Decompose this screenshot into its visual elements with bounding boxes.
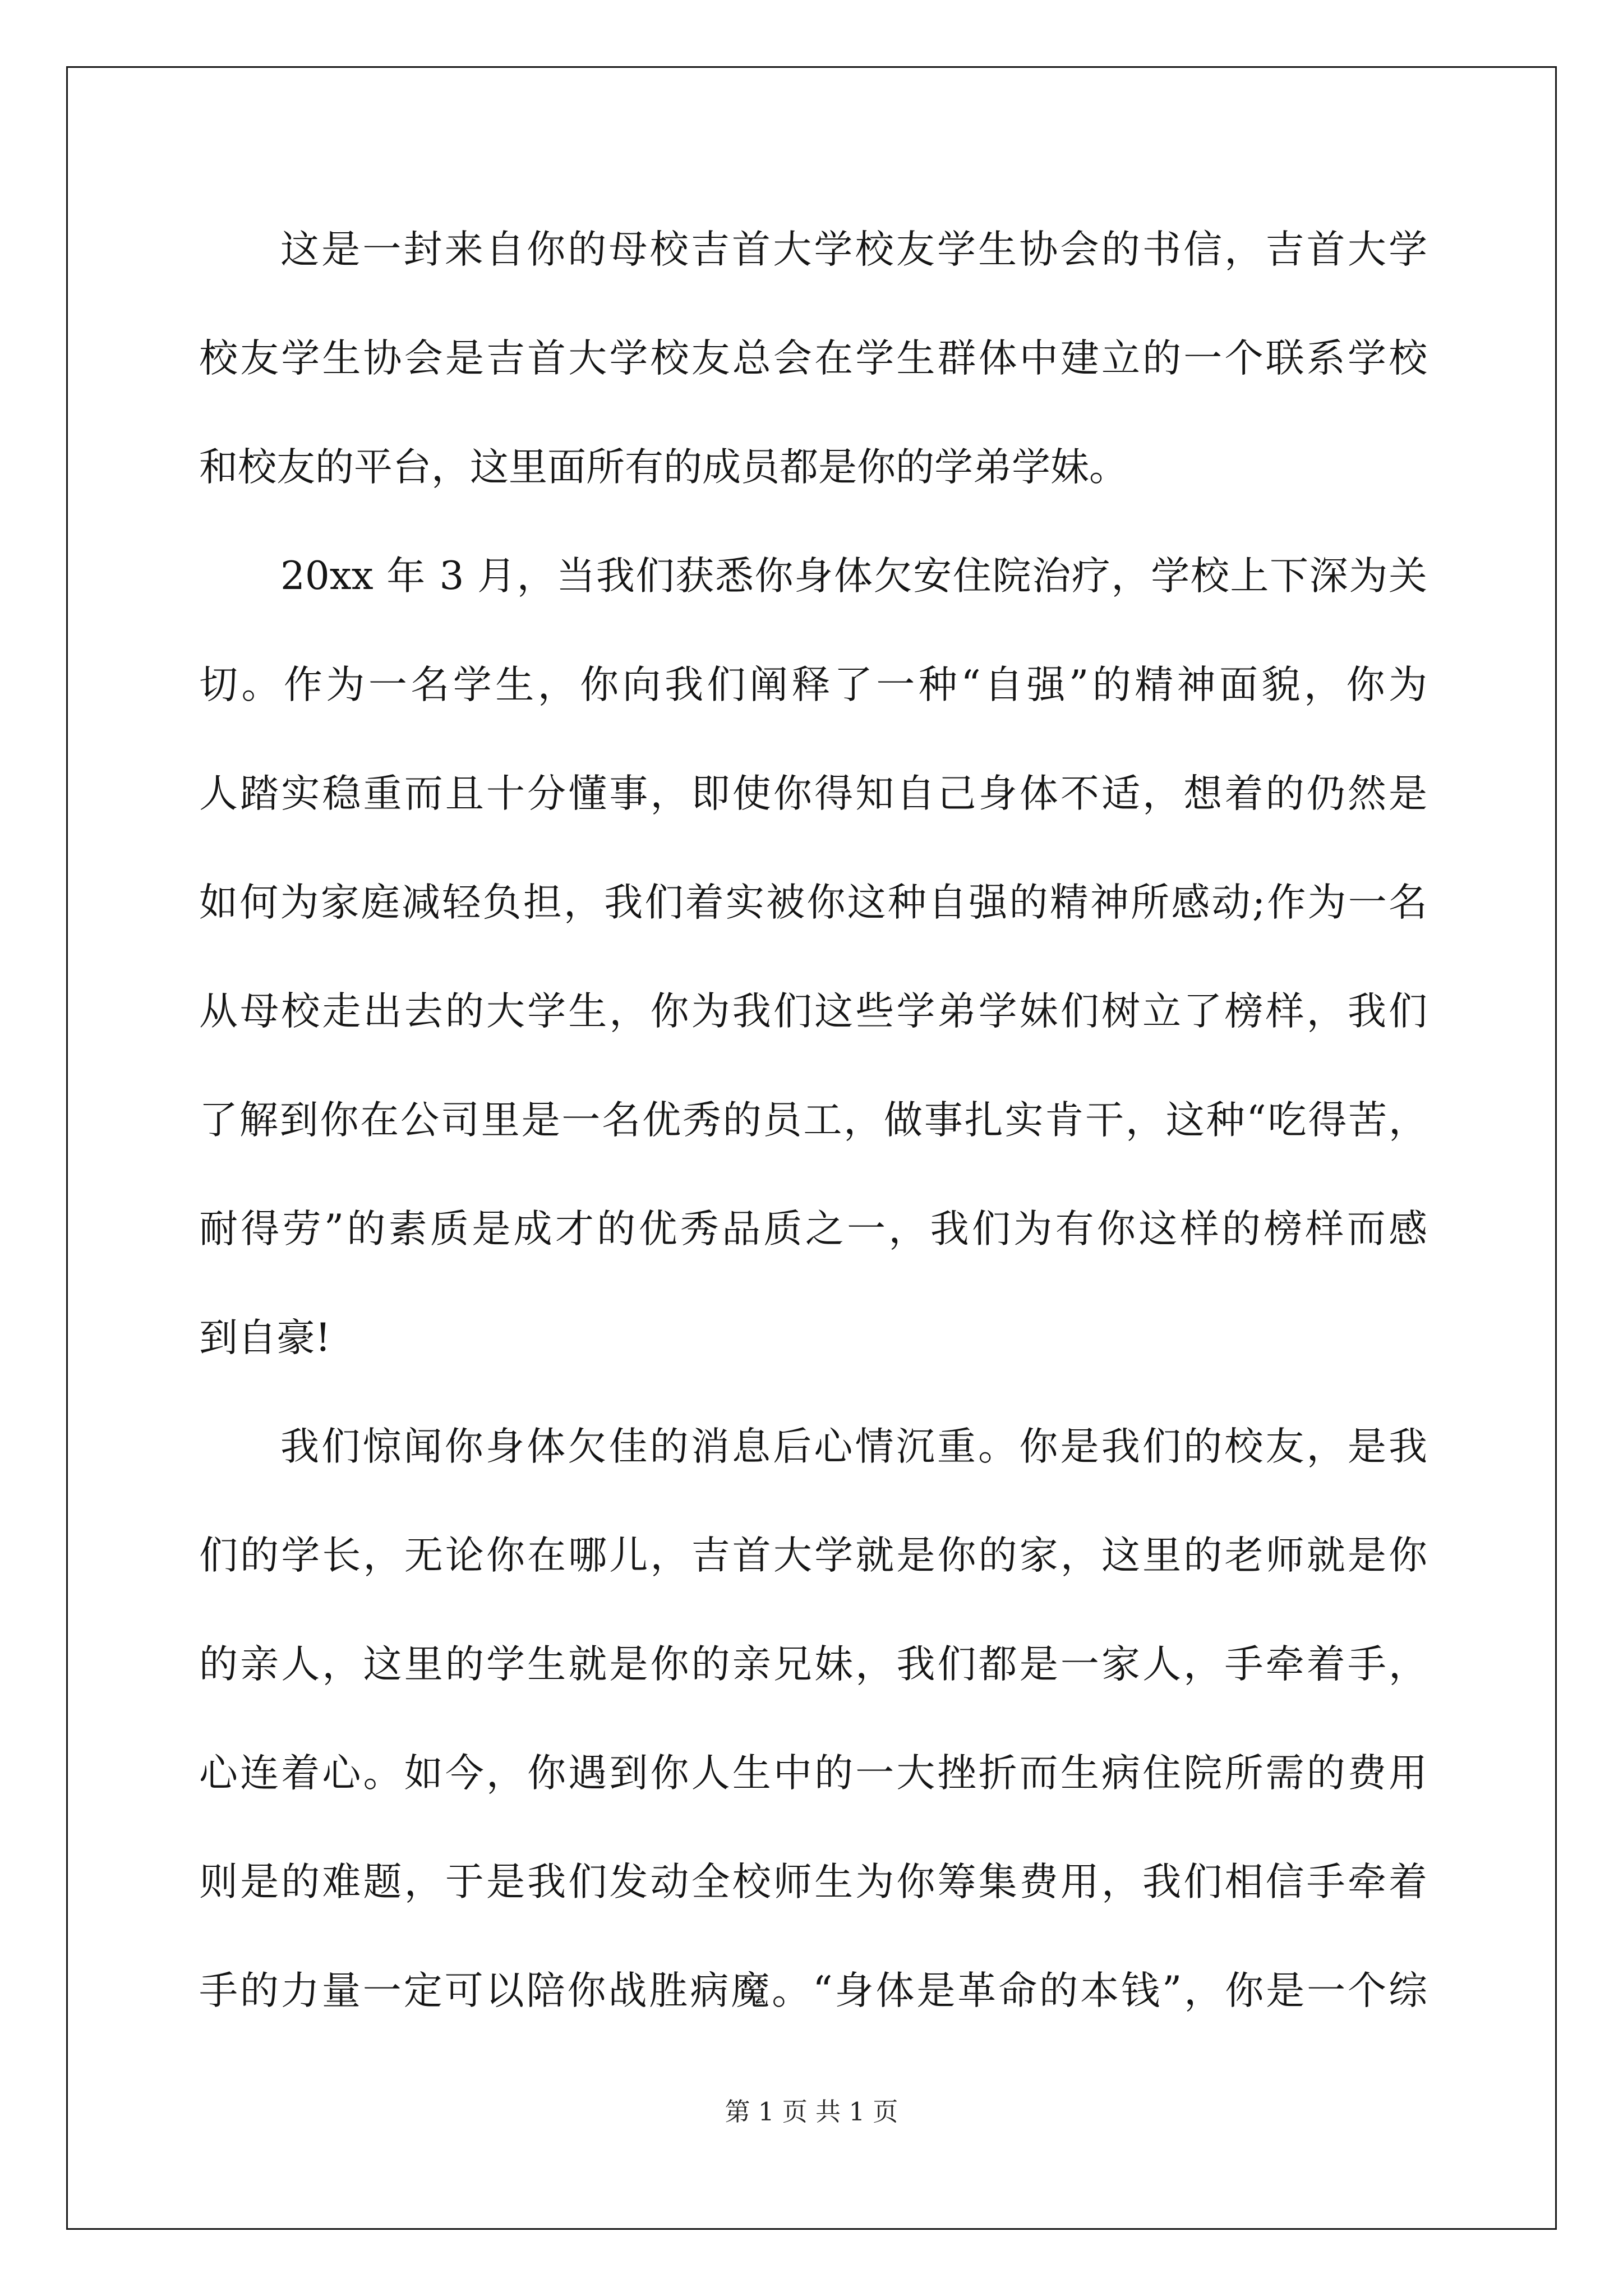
text-line: 我们惊闻你身体欠佳的消息后心情沉重。你是我们的校友，是我 xyxy=(280,1424,1427,1469)
page-number-footer: 第 1 页 共 1 页 xyxy=(725,2097,898,2127)
document-body xyxy=(199,222,1427,2072)
text-line: 校友学生协会是吉首大学校友总会在学生群体中建立的一个联系学校 xyxy=(199,336,1427,381)
text-line: 从母校走出去的大学生，你为我们这些学弟学妹们树立了榜样，我们 xyxy=(199,989,1427,1034)
text-line: 耐得劳”的素质是成才的优秀品质之一，我们为有你这样的榜样而感 xyxy=(199,1207,1427,1251)
text-line: 和校友的平台，这里面所有的成员都是你的学弟学妹。 xyxy=(199,445,1128,490)
text-line: 这是一封来自你的母校吉首大学校友学生协会的书信，吉首大学 xyxy=(280,227,1427,272)
text-line: 如何为家庭减轻负担，我们着实被你这种自强的精神所感动;作为一名 xyxy=(199,880,1427,925)
text-line: 的亲人，这里的学生就是你的亲兄妹，我们都是一家人，手牵着手， xyxy=(199,1642,1427,1687)
text-line: 心连着心。如今，你遇到你人生中的一大挫折而生病住院所需的费用 xyxy=(199,1751,1427,1796)
text-line: 到自豪! xyxy=(199,1315,331,1360)
text-line: 人踏实稳重而且十分懂事，即使你得知自己身体不适，想着的仍然是 xyxy=(199,771,1427,816)
text-line: 们的学长，无论你在哪儿，吉首大学就是你的家，这里的老师就是你 xyxy=(199,1533,1427,1578)
text-line: 切。作为一名学生，你向我们阐释了一种“自强”的精神面貌，你为 xyxy=(199,662,1427,707)
text-line: 则是的难题，于是我们发动全校师生为你筹集费用，我们相信手牵着 xyxy=(199,1860,1427,1904)
text-line: 20xx 年 3 月，当我们获悉你身体欠安住院治疗，学校上下深为关 xyxy=(280,554,1427,599)
text-line: 手的力量一定可以陪你战胜病魔。“身体是革命的本钱”，你是一个综 xyxy=(199,1968,1427,2013)
text-line: 了解到你在公司里是一名优秀的员工，做事扎实肯干，这种“吃得苦， xyxy=(199,1098,1427,1143)
